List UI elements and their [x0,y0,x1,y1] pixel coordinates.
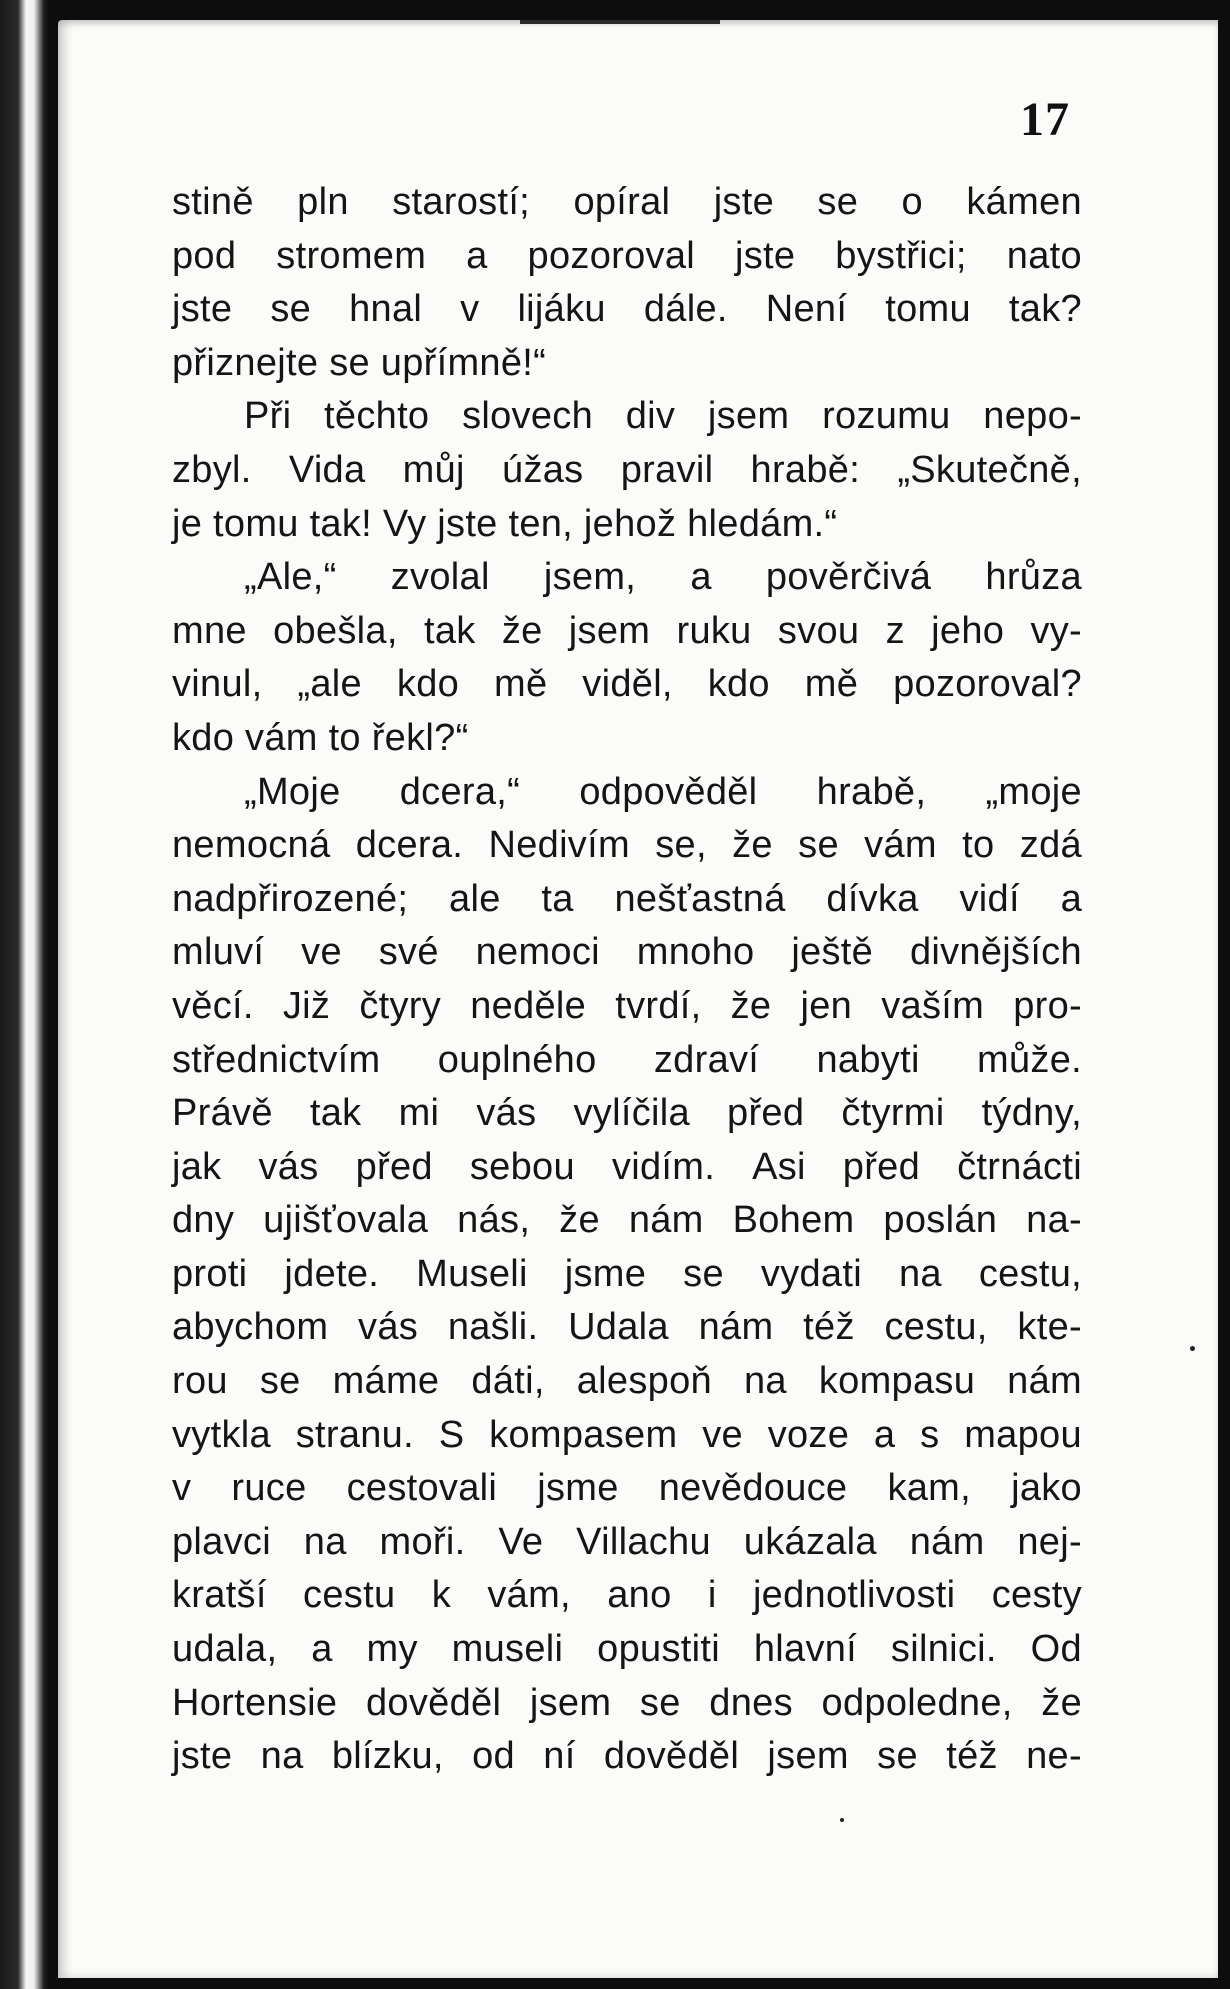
page-number: 17 [1020,93,1070,146]
text-line: mluví ve své nemoci mnoho ještě divnějších [172,931,1082,974]
text-line: pod stromem a pozoroval jste bystřici; nato [172,234,1082,277]
body-text [172,176,1082,1784]
print-speck [840,1818,844,1822]
text-line: střednictvím ouplného zdraví nabyti může. [172,1038,1082,1081]
text-line: „Moje dcera,“ odpověděl hrabě, „moje [244,770,1082,813]
text-line: „Ale,“ zvolal jsem, a pověrčivá hrůza [244,556,1082,599]
text-line: Při těchto slovech div jsem rozumu nepo- [244,395,1082,438]
text-line: kratší cestu k vám, ano i jednotlivosti cesty [172,1574,1082,1617]
text-line: mne obešla, tak že jsem ruku svou z jeho vy- [172,609,1082,652]
text-line: abychom vás našli. Udala nám též cestu, kte- [172,1306,1082,1349]
text-line: zbyl. Vida můj úžas pravil hrabě: „Skutečně, [172,448,1082,491]
print-speck [1190,1346,1195,1351]
text-line: nadpřirozené; ale ta nešťastná dívka vidí a [172,877,1082,920]
text-line: nemocná dcera. Nedivím se, že se vám to zdá [172,824,1082,867]
text-line: jak vás před sebou vidím. Asi před čtrnácti [172,1145,1082,1188]
text-line: vinul, „ale kdo mě viděl, kdo mě pozoroval? [172,663,1082,706]
text-line: Hortensie dověděl jsem se dnes odpoledne, že [172,1681,1082,1724]
text-line: v ruce cestovali jsme nevědouce kam, jako [172,1467,1082,1510]
page-top-edge-mark [520,20,720,24]
text-line: Právě tak mi vás vylíčila před čtyrmi týdny, [172,1092,1082,1135]
text-line: stině pln starostí; opíral jste se o kámen [172,181,1082,223]
text-line: věcí. Již čtyry neděle tvrdí, že jen vaším pro- [172,984,1082,1027]
text-line: přiznejte se upřímně!“ [172,341,547,384]
text-line: plavci na moři. Ve Villachu ukázala nám nej- [172,1520,1082,1563]
text-line: jste se hnal v lijáku dále. Není tomu tak? [172,288,1082,331]
text-line: vytkla stranu. S kompasem ve voze a s mapou [172,1413,1082,1456]
text-line: jste na blízku, od ní dověděl jsem se též ne- [172,1735,1082,1778]
text-line: dny ujišťovala nás, že nám Bohem poslán na- [172,1199,1082,1242]
text-line: udala, a my museli opustiti hlavní silnici. Od [172,1628,1082,1671]
text-line: kdo vám to řekl?“ [172,716,469,759]
text-line: rou se máme dáti, alespoň na kompasu nám [172,1360,1082,1403]
book-binding-edge [0,0,48,1989]
text-line: je tomu tak! Vy jste ten, jehož hledám.“ [172,502,838,545]
text-line: proti jdete. Museli jsme se vydati na cestu, [172,1252,1082,1295]
